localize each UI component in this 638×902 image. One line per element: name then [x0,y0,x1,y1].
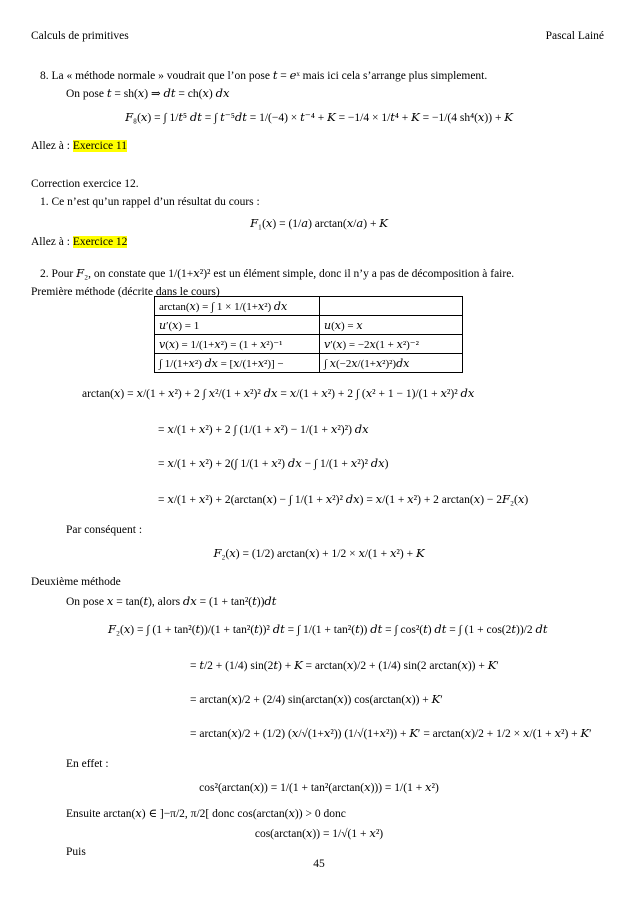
consequence-text: Par conséquent : [66,524,143,536]
integration-by-parts-table [154,296,463,373]
exercice11-link[interactable]: Exercice 11 [72,140,127,152]
effet-equation: cos²(arctan(𝑥)) = 1/(1 + tan²(arctan(𝑥))) = 1/(1 + 𝑥²) [199,782,439,794]
table-cell: 𝑣′(𝑥) = −2𝑥(1 + 𝑥²)⁻² [320,335,463,354]
m2-line2: = 𝑡/2 + (1/4) sin(2𝑡) + 𝐾 = arctan(𝑥)/2 + (1/4) sin(2 arctan(𝑥)) + 𝐾′ [190,660,499,672]
m1-line2: = 𝑥/(1 + 𝑥²) + 2 ∫ (1/(1 + 𝑥²) − 1/(1 + 𝑥²)²) 𝑑𝑥 [158,424,369,436]
goto-exercice11 [31,140,127,152]
correction-title: Correction exercice 12. [31,178,139,190]
m2-line4: = arctan(𝑥)/2 + (1/2) (𝑥/√(1+𝑥²)) (1/√(1+𝑥²)) + 𝐾′ = arctan(𝑥)/2 + 1/2 × 𝑥/(1 + 𝑥²) + 𝐾′ [190,728,592,740]
item8-equation: 𝐹₈(𝑥) = ∫ 1/𝑡⁵ 𝑑𝑡 = ∫ 𝑡⁻⁵𝑑𝑡 = 1/(−4) × 𝑡⁻⁴ + 𝐾 = −1/4 × 1/𝑡⁴ + 𝐾 = −1/(4 sh⁴(𝑥)) + 𝐾 [125,112,513,124]
goto-exercice12 [31,236,127,248]
m2-line3: = arctan(𝑥)/2 + (2/4) sin(arctan(𝑥)) cos(arctan(𝑥)) + 𝐾′ [190,694,443,706]
table-row [155,297,463,316]
ensuite-equation: cos(arctan(𝑥)) = 1/√(1 + 𝑥²) [254,828,384,840]
table-cell: ∫ 𝑥(−2𝑥/(1+𝑥²)²)𝑑𝑥 [320,354,463,373]
m1-line1: arctan(𝑥) = 𝑥/(1 + 𝑥²) + 2 ∫ 𝑥²/(1 + 𝑥²)² 𝑑𝑥 = 𝑥/(1 + 𝑥²) + 2 ∫ (𝑥² + 1 − 1)/(1 + 𝑥²)² 𝑑𝑥 [82,388,475,400]
table-row [155,335,463,354]
table-row [155,354,463,373]
table-cell: 𝑢(𝑥) = 𝑥 [320,316,463,335]
exercice12-link[interactable]: Exercice 12 [72,236,128,248]
goto-prefix: Allez à : [31,236,73,248]
table-cell: ∫ 1/(1+𝑥²) 𝑑𝑥 = [𝑥/(1+𝑥²)] − [155,354,320,373]
header-title: Calculs de primitives [31,30,129,42]
m1-line4: = 𝑥/(1 + 𝑥²) + 2(arctan(𝑥) − ∫ 1/(1 + 𝑥²)² 𝑑𝑥) = 𝑥/(1 + 𝑥²) + 2 arctan(𝑥) − 2𝐹₂(𝑥) [158,494,529,506]
method2-title: Deuxième méthode [31,576,121,588]
effet-text: En effet : [66,758,109,770]
item8-line1: 8. La « méthode normale » voudrait que l’on pose 𝑡 = 𝑒ˣ mais ici cela s’arrange plus simplement. [40,70,488,82]
goto-prefix: Allez à : [31,140,73,152]
method1-title: Première méthode (décrite dans le cours) [31,286,220,298]
table-row [155,316,463,335]
item2-line1: 2. Pour 𝐹₂, on constate que 1/(1+𝑥²)² est un élément simple, donc il n’y a pas de décomposition à faire. [40,268,515,280]
table-cell: 𝑢′(𝑥) = 1 [155,316,320,335]
page-number: 45 [313,858,325,870]
item1-equation: 𝐹₁(𝑥) = (1/𝑎) arctan(𝑥/𝑎) + 𝐾 [250,218,388,230]
m2-line1: 𝐹₂(𝑥) = ∫ (1 + tan²(𝑡))/(1 + tan²(𝑡))² 𝑑𝑡 = ∫ 1/(1 + tan²(𝑡)) 𝑑𝑡 = ∫ cos²(𝑡) 𝑑𝑡 = ∫ (1 + cos(2𝑡))/2 𝑑𝑡 [108,624,548,636]
table-cell [320,297,463,316]
consequence-equation: 𝐹₂(𝑥) = (1/2) arctan(𝑥) + 1/2 × 𝑥/(1 + 𝑥²) + 𝐾 [213,548,425,560]
item8-line2: On pose 𝑡 = sh(𝑥) ⇒ 𝑑𝑡 = ch(𝑥) 𝑑𝑥 [66,88,230,100]
table-cell: arctan(𝑥) = ∫ 1 × 1/(1+𝑥²) 𝑑𝑥 [155,297,320,316]
table-cell: 𝑣(𝑥) = 1/(1+𝑥²) = (1 + 𝑥²)⁻¹ [155,335,320,354]
ensuite-text: Ensuite arctan(𝑥) ∈ ]−π/2, π/2[ donc cos(arctan(𝑥)) > 0 donc [66,808,346,820]
puis-text: Puis [66,846,86,858]
item1-line1: 1. Ce n’est qu’un rappel d’un résultat du cours : [40,196,260,208]
header-author: Pascal Lainé [545,30,604,42]
m2-pose: On pose 𝑥 = tan(𝑡), alors 𝑑𝑥 = (1 + tan²(𝑡))𝑑𝑡 [66,596,277,608]
m1-line3: = 𝑥/(1 + 𝑥²) + 2(∫ 1/(1 + 𝑥²) 𝑑𝑥 − ∫ 1/(1 + 𝑥²)² 𝑑𝑥) [158,458,389,470]
